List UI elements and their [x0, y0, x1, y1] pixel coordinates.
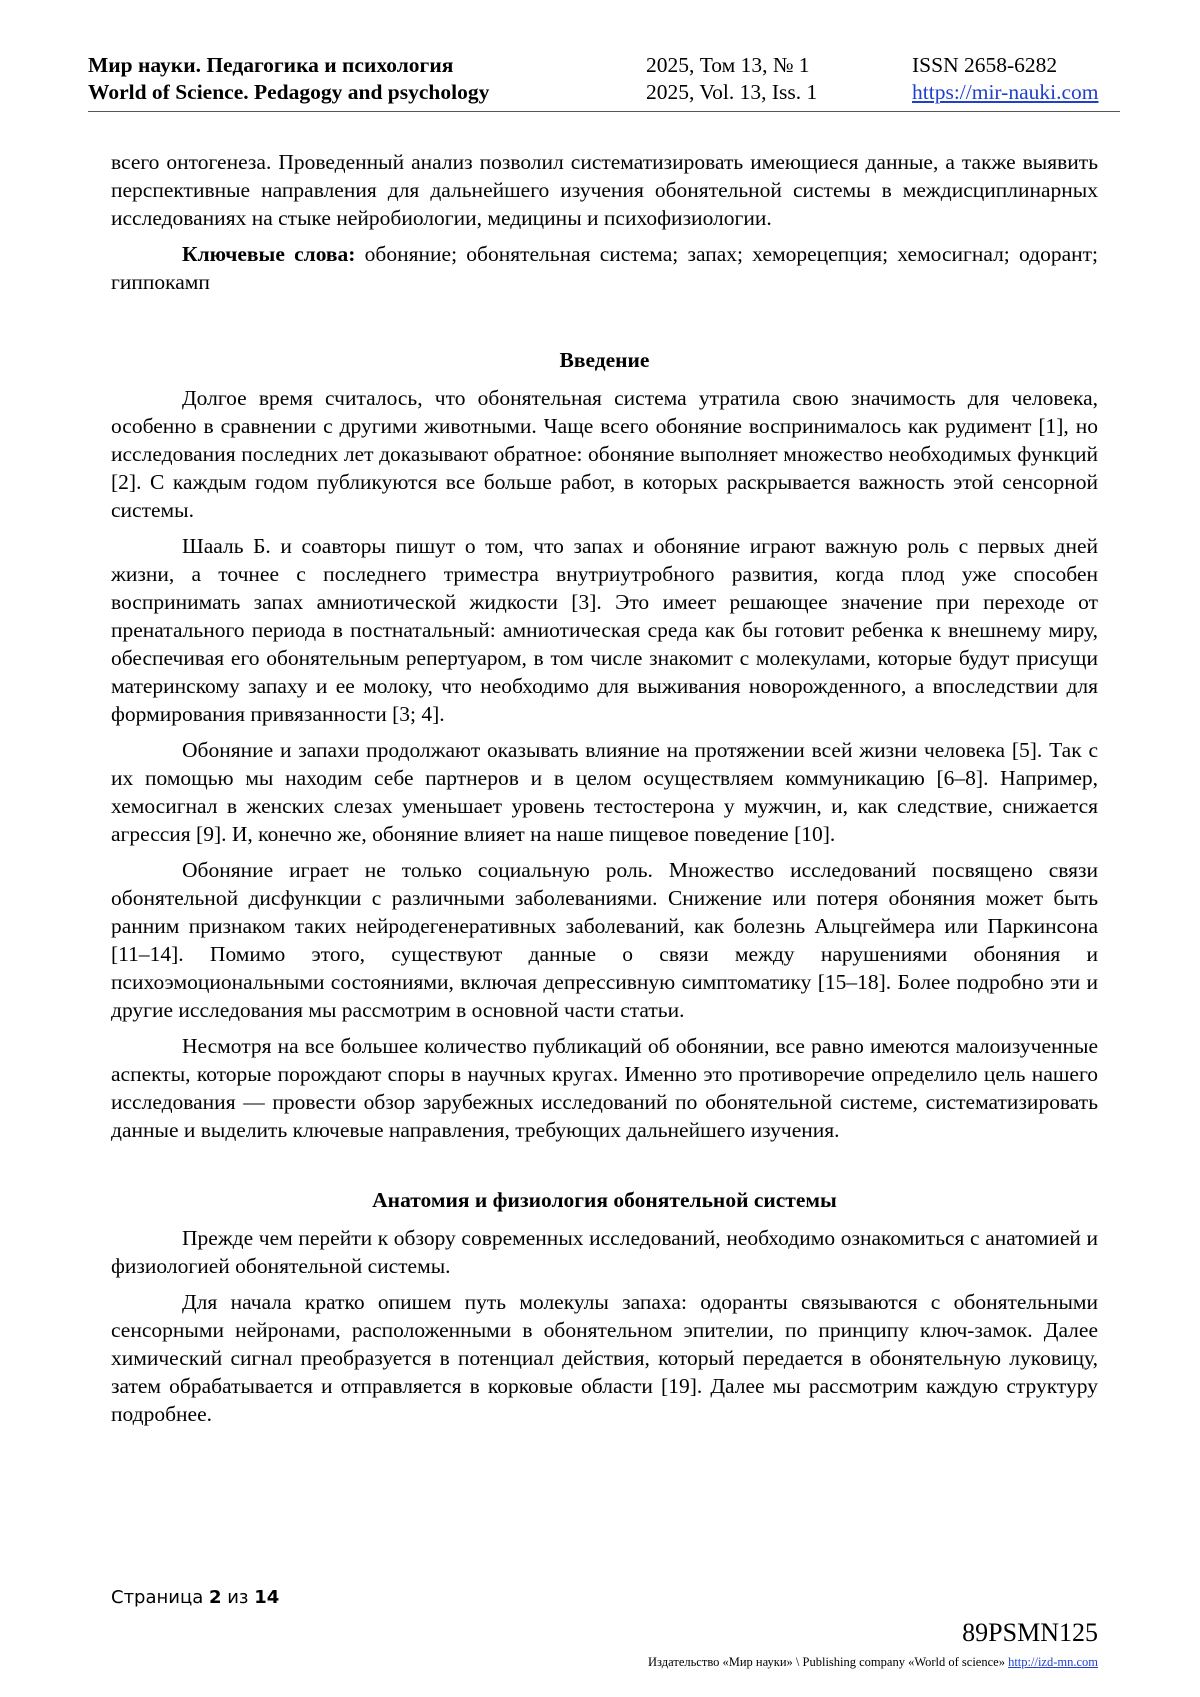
anatomy-paragraph-1: Прежде чем перейти к обзору современных исследований, необходимо ознакомиться с анатомией и физиологией обонятельной системы. [111, 1226, 1098, 1278]
journal-url-link[interactable]: https://mir-nauki.com [912, 80, 1099, 104]
issn: ISSN 2658-6282 [912, 53, 1058, 77]
page-header [88, 52, 1120, 106]
intro-paragraph-3: Обоняние и запахи продолжают оказывать влияние на протяжении всей жизни человека [5]. Так с их помощью мы находим себе партнеров и в целом осуществляем коммуникацию [6–8]. Например, хемосигнал в женских слезах уменьшает уровень тестостерона у мужчин, и, как следствие, снижается агрессия [9]. И, конечно же, обоняние влияет на наше пищевое поведение [10]. [111, 738, 1098, 846]
section-heading-anatomy: Анатомия и физиология обонятельной системы [372, 1188, 837, 1212]
keywords [111, 240, 1098, 296]
intro-paragraph-4: Обоняние играет не только социальную роль. Множество исследований посвящено связи обонятельной дисфункции с различными заболеваниями. Снижение или потеря обоняния может быть ранним признаком таких нейродегенеративных заболеваний, как болезнь Альцгеймера или Паркинсона [11–14]. Помимо этого, существуют данные о связи между нарушениями обоняния и психоэмоциональными состояниями, включая депрессивную симптоматику [15–18]. Более подробно эти и другие исследования мы рассмотрим в основной части статьи. [111, 858, 1098, 1022]
publisher-line [648, 1655, 1098, 1670]
section-heading-intro: Введение [559, 348, 650, 372]
header-row-ru [88, 52, 1120, 79]
page-prefix: Страница [111, 1587, 209, 1608]
page-number [111, 1587, 279, 1608]
keywords-text: обоняние; обонятельная система; запах; хеморецепция; хемосигнал; одорант; гиппокамп [111, 242, 1098, 294]
publisher-text: Издательство «Мир науки» \ Publishing company «World of science» [648, 1655, 1009, 1669]
issue-ru: 2025, Том 13, № 1 [646, 53, 810, 77]
keywords-label: Ключевые слова: [182, 242, 356, 266]
journal-url-cell [912, 79, 1098, 106]
journal-title-en: World of Science. Pedagogy and psychology [88, 80, 490, 104]
page-total: 14 [254, 1587, 280, 1608]
header-divider [88, 111, 1120, 112]
intro-paragraph-5: Несмотря на все большее количество публикаций об обонянии, все равно имеются малоизученные аспекты, которые порождают споры в научных кругах. Именно это противоречие определило цель нашего исследования — провести обзор зарубежных исследований по обонятельной системе, систематизировать данные и выделить ключевые направления, требующих дальнейшего изучения. [111, 1034, 1098, 1142]
intro-paragraph-1: Долгое время считалось, что обонятельная система утратила свою значимость для человека, особенно в сравнении с другими животными. Чаще всего обоняние воспринималось как рудимент [1], но исследования последних лет доказывают обратное: обоняние выполняет множество необходимых функций [2]. С каждым годом публикуются все больше работ, в которых раскрывается важность этой сенсорной системы. [111, 386, 1098, 522]
article-code: 89PSMN125 [962, 1618, 1098, 1647]
issue-en: 2025, Vol. 13, Iss. 1 [646, 80, 818, 104]
page-current: 2 [208, 1587, 222, 1608]
publisher-url-link[interactable]: http://izd-mn.com [1008, 1655, 1098, 1669]
intro-paragraph-2: Шааль Б. и соавторы пишут о том, что запах и обоняние играют важную роль с первых дней жизни, а точнее с последнего триместра внутриутробного развития, когда плод уже способен воспринимать запах амниотической жидкости [3]. Это имеет решающее значение при переходе от пренатального периода в постнатальный: амниотическая среда как бы готовит ребенка к внешнему миру, обеспечивая его обонятельным репертуаром, в том числе знакомит с молекулами, которые будут присущи материнскому запаху и ее молоку, что необходимо для выживания новорожденного, а впоследствии для формирования привязанности [3; 4]. [111, 534, 1098, 726]
journal-title-ru: Мир науки. Педагогика и психология [88, 53, 454, 77]
article-body [111, 148, 1098, 1436]
anatomy-paragraph-2: Для начала кратко опишем путь молекулы запаха: одоранты связываются с обонятельными сенсорными нейронами, расположенными в обонятельном эпителии, по принципу ключ-замок. Далее химический сигнал преобразуется в потенциал действия, который передается в обонятельную луковицу, затем обрабатывается и отправляется в корковые области [19]. Далее мы рассмотрим каждую структуру подробнее. [111, 1290, 1098, 1426]
abstract-end: всего онтогенеза. Проведенный анализ позволил систематизировать имеющиеся данные, а также выявить перспективные направления для дальнейшего изучения обонятельной системы в междисциплинарных исследованиях на стыке нейробиологии, медицины и психофизиологии. [111, 150, 1098, 230]
page-mid: из [221, 1587, 255, 1608]
header-row-en [88, 79, 1120, 106]
